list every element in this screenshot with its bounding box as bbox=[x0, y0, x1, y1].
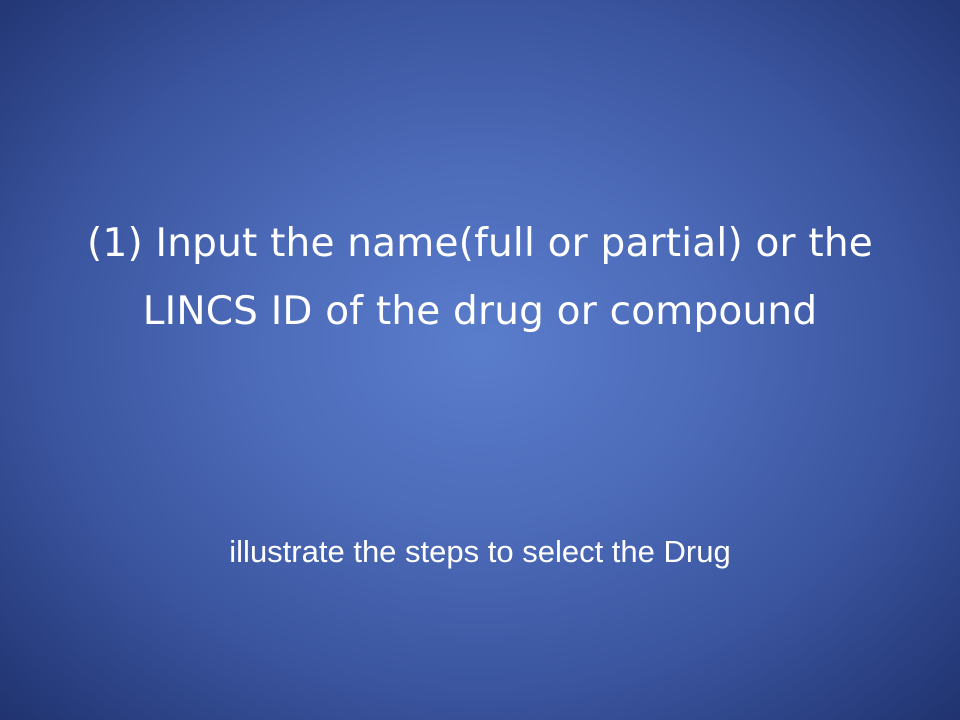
slide-subtitle: illustrate the steps to select the Drug bbox=[229, 534, 731, 569]
slide-title: (1) Input the name(full or partial) or the LINCS ID of the drug or compound bbox=[87, 221, 873, 334]
